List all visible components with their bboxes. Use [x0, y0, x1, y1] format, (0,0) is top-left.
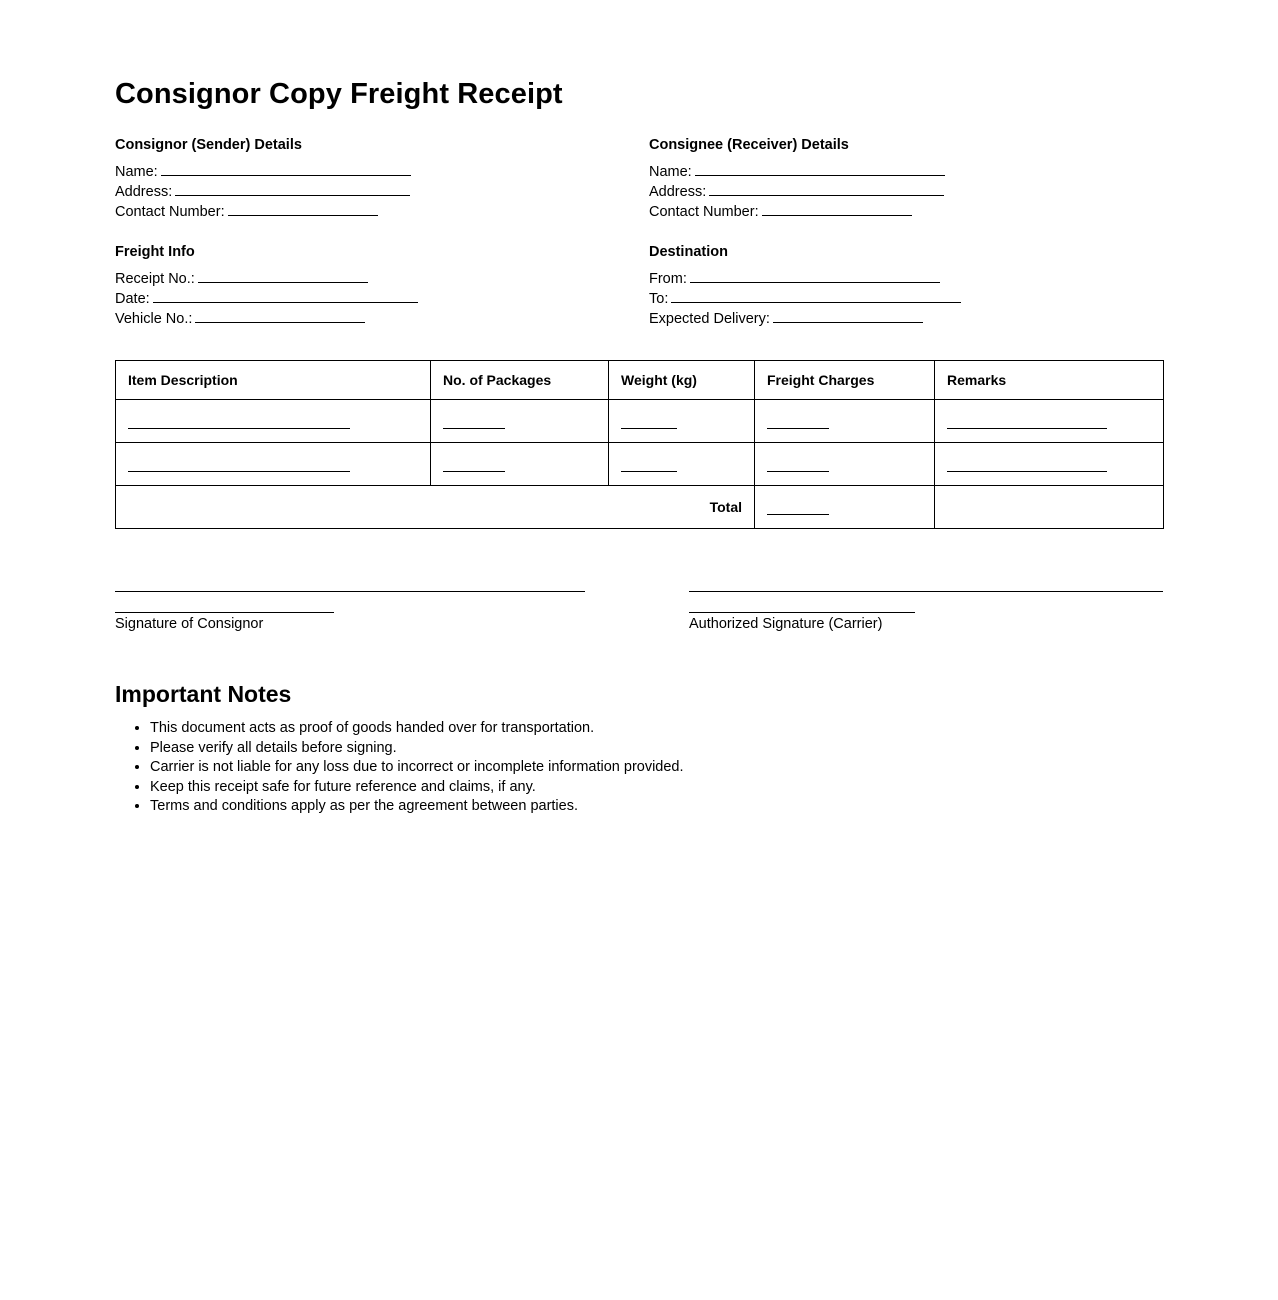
- from-label: From:: [649, 271, 687, 287]
- consignor-block: [115, 137, 649, 329]
- items-table: [115, 360, 1164, 529]
- carrier-signature-underline[interactable]: [689, 592, 915, 613]
- date-row: [115, 289, 649, 309]
- spacer: [115, 222, 649, 244]
- table-header-row: [116, 361, 1164, 400]
- weight-input[interactable]: [621, 459, 677, 472]
- consignee-heading: Consignee (Receiver) Details: [649, 137, 849, 153]
- expected-delivery-row: [649, 309, 1163, 329]
- consignee-name-label: Name:: [649, 164, 692, 180]
- list-item: • Keep this receipt safe for future reference and claims, if any.: [150, 778, 1163, 798]
- col-remarks: Remarks: [935, 361, 1164, 400]
- notes-title: Important Notes: [115, 681, 292, 707]
- to-input[interactable]: [671, 289, 961, 303]
- consignor-name-row: [115, 162, 649, 182]
- total-label: Total: [116, 486, 755, 529]
- col-weight: Weight (kg): [609, 361, 755, 400]
- packages-input[interactable]: [443, 416, 505, 429]
- table-total-row: [116, 486, 1164, 529]
- packages-input[interactable]: [443, 459, 505, 472]
- consignor-contact-row: [115, 202, 649, 222]
- col-freight-charges: Freight Charges: [755, 361, 935, 400]
- cell-remarks[interactable]: [935, 400, 1164, 443]
- parties-section: [115, 137, 1163, 329]
- consignor-name-label: Name:: [115, 164, 158, 180]
- consignee-name-input[interactable]: [695, 162, 945, 176]
- cell-item-description[interactable]: [116, 400, 431, 443]
- carrier-signature-label: Authorized Signature (Carrier): [689, 616, 883, 632]
- table-row: [116, 443, 1164, 486]
- carrier-signature-block: [689, 571, 1163, 632]
- vehicle-no-input[interactable]: [195, 309, 365, 323]
- consignor-signature-label: Signature of Consignor: [115, 616, 264, 632]
- consignor-address-input[interactable]: [175, 182, 410, 196]
- consignee-contact-label: Contact Number:: [649, 204, 759, 220]
- col-item-description: Item Description: [116, 361, 431, 400]
- date-label: Date:: [115, 291, 150, 307]
- vehicle-no-label: Vehicle No.:: [115, 311, 193, 327]
- cell-weight[interactable]: [609, 400, 755, 443]
- consignor-contact-input[interactable]: [228, 202, 378, 216]
- list-item: • Please verify all details before signing.: [150, 739, 1163, 759]
- cell-total-remarks: [935, 486, 1164, 529]
- cell-packages[interactable]: [431, 443, 609, 486]
- notes-list: [115, 719, 1163, 817]
- vehicle-no-row: [115, 309, 649, 329]
- to-label: To:: [649, 291, 669, 307]
- item-description-input[interactable]: [128, 459, 350, 472]
- cell-total-value[interactable]: [755, 486, 935, 529]
- consignee-address-input[interactable]: [709, 182, 944, 196]
- col-packages: No. of Packages: [431, 361, 609, 400]
- carrier-signature-line[interactable]: [689, 571, 1163, 592]
- consignee-contact-input[interactable]: [762, 202, 912, 216]
- weight-input[interactable]: [621, 416, 677, 429]
- consignor-signature-line[interactable]: [115, 571, 585, 592]
- to-row: [649, 289, 1163, 309]
- total-input[interactable]: [767, 502, 829, 515]
- cell-packages[interactable]: [431, 400, 609, 443]
- page-title: Consignor Copy Freight Receipt: [115, 78, 563, 110]
- table-row: [116, 400, 1164, 443]
- expected-delivery-label: Expected Delivery:: [649, 311, 770, 327]
- consignee-block: [649, 137, 1163, 329]
- consignor-address-label: Address:: [115, 184, 173, 200]
- freight-charges-input[interactable]: [767, 416, 829, 429]
- consignee-contact-row: [649, 202, 1163, 222]
- cell-freight-charges[interactable]: [755, 400, 935, 443]
- consignor-heading: Consignor (Sender) Details: [115, 137, 302, 153]
- consignor-address-row: [115, 182, 649, 202]
- receipt-no-input[interactable]: [198, 269, 368, 283]
- remarks-input[interactable]: [947, 416, 1107, 429]
- consignee-address-label: Address:: [649, 184, 707, 200]
- consignor-signature-block: [115, 571, 585, 632]
- consignee-name-row: [649, 162, 1163, 182]
- list-item: • Terms and conditions apply as per the agreement between parties.: [150, 797, 1163, 817]
- expected-delivery-input[interactable]: [773, 309, 923, 323]
- date-input[interactable]: [153, 289, 418, 303]
- freight-info-heading: Freight Info: [115, 244, 195, 260]
- list-item: • This document acts as proof of goods handed over for transportation.: [150, 719, 1163, 739]
- consignor-name-input[interactable]: [161, 162, 411, 176]
- receipt-no-label: Receipt No.:: [115, 271, 195, 287]
- cell-freight-charges[interactable]: [755, 443, 935, 486]
- receipt-no-row: [115, 269, 649, 289]
- consignee-address-row: [649, 182, 1163, 202]
- spacer: [649, 222, 1163, 244]
- from-row: [649, 269, 1163, 289]
- item-description-input[interactable]: [128, 416, 350, 429]
- destination-heading: Destination: [649, 244, 728, 260]
- list-item: • Carrier is not liable for any loss due to incorrect or incomplete information provided.: [150, 758, 1163, 778]
- cell-remarks[interactable]: [935, 443, 1164, 486]
- cell-item-description[interactable]: [116, 443, 431, 486]
- consignor-signature-underline[interactable]: [115, 592, 334, 613]
- remarks-input[interactable]: [947, 459, 1107, 472]
- signature-section: [115, 571, 1163, 632]
- cell-weight[interactable]: [609, 443, 755, 486]
- from-input[interactable]: [690, 269, 940, 283]
- consignor-contact-label: Contact Number:: [115, 204, 225, 220]
- freight-charges-input[interactable]: [767, 459, 829, 472]
